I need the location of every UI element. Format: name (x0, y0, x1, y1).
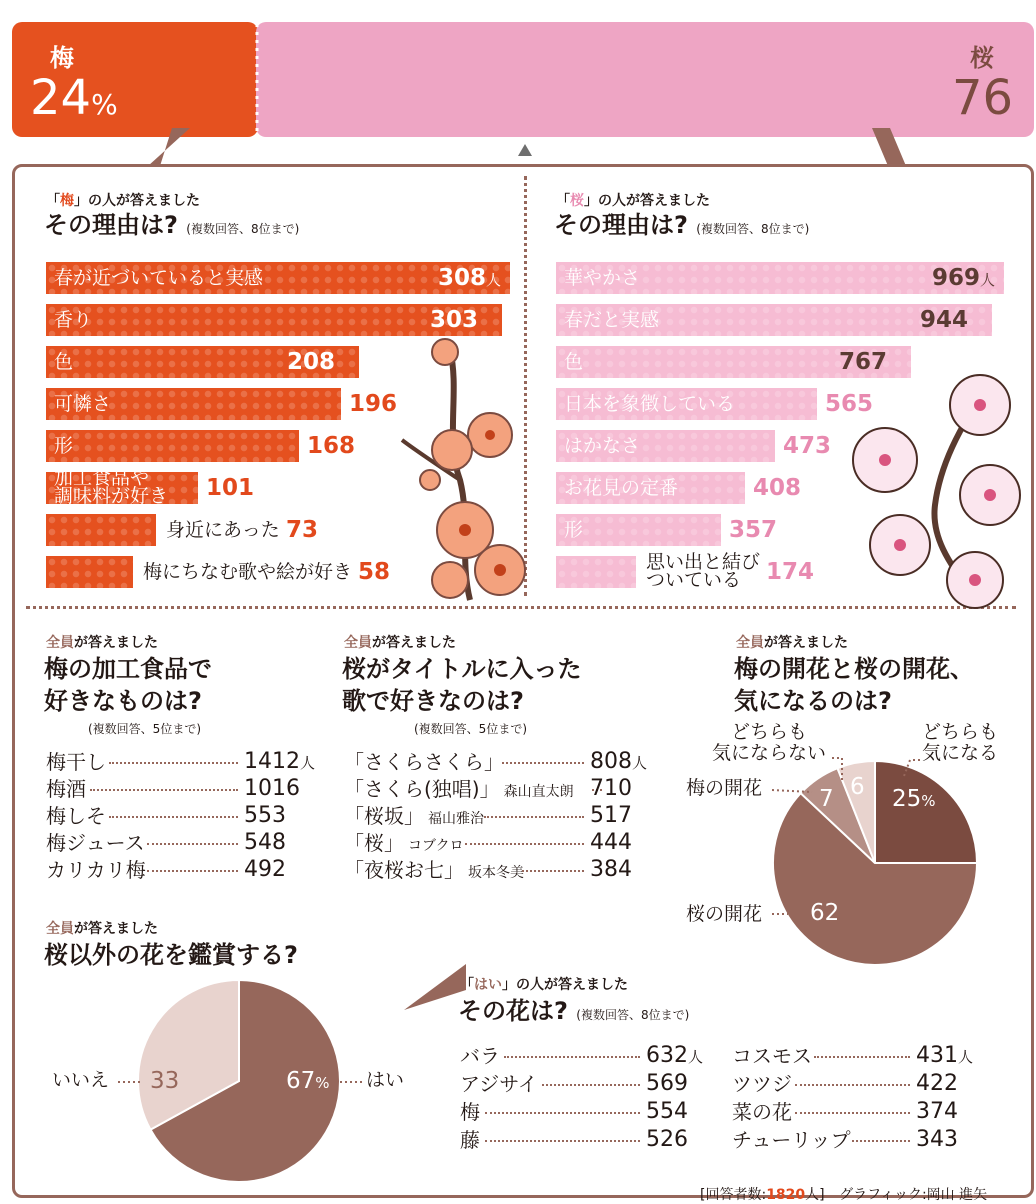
sakura-reason-bar-label: 思い出と結び (646, 551, 761, 573)
ume-food-row (46, 802, 324, 830)
sakura-songs-note: (複数回答、5位まで) (414, 722, 527, 736)
flower-left-row-value: 632人 (646, 1043, 704, 1068)
flower-left-row-label: 梅 (460, 1100, 480, 1124)
bloom-value-both-num: 25 (892, 786, 922, 812)
ume-reason-bar (46, 430, 299, 462)
sakura-song-row-artist: 森山直太朗 (503, 784, 574, 800)
which-flowers-title (458, 996, 689, 1030)
sakura-song-row-value: 384 (590, 857, 632, 882)
flower-right-row-unit: 人 (958, 1048, 974, 1066)
ume-reason-bar-value (438, 262, 501, 296)
ume-food-row-label: 梅ジュース (46, 831, 145, 855)
ume-food-row (46, 748, 324, 776)
ume-reason-bar-value (307, 430, 355, 462)
flower-left-row (460, 1070, 726, 1098)
sakura-songs-rest: が答えました (372, 635, 456, 651)
sakura-reason-bar-value (753, 472, 801, 504)
ume-reason-bar-label-2: 調味料が好き (54, 485, 169, 507)
flower-left-row-leader (485, 1112, 640, 1114)
sakura-reasons-key: 桜 (570, 193, 584, 209)
ume-blossom-illustration (390, 330, 530, 610)
bloom-label-neither-1: どちらも (731, 721, 808, 743)
ume-foods-key: 全員 (46, 635, 74, 651)
flower-right-row-value: 422 (916, 1071, 958, 1096)
overall-ume-value (30, 70, 118, 133)
bloom-title-1: 梅の開花と桜の開花、 (734, 655, 974, 683)
overall-bar-sakura (256, 22, 1034, 137)
ume-reasons-open: 「 (46, 193, 60, 209)
flower-right-row-leader (795, 1084, 910, 1086)
ume-reason-bar-label: 可憐さ (54, 393, 112, 415)
bloom-rest: が答えました (764, 635, 848, 651)
bloom-label-both-2: 気になる (922, 742, 999, 764)
sakura-reason-bar-value-number: 174 (766, 559, 815, 585)
ume-food-row-label: 梅しそ (46, 804, 106, 828)
ume-reasons-key: 梅 (60, 193, 74, 209)
other-flowers-value-yes (286, 1068, 330, 1096)
other-flowers-value-yes-pct: % (315, 1074, 330, 1092)
bloom-label-sakura: 桜の開花 (686, 903, 763, 925)
respondents-value: 1820 (766, 1187, 806, 1203)
ume-reasons-rest: 」の人が答えました (74, 193, 200, 209)
ume-food-row-unit: 人 (300, 754, 316, 772)
ume-food-row-leader (109, 762, 238, 764)
which-flowers-key: はい (474, 977, 502, 993)
ume-reason-bar-label: 香り (54, 309, 93, 331)
sakura-song-row-leader (522, 870, 584, 872)
sakura-reasons-note: (複数回答、8位まで) (696, 222, 810, 236)
sakura-song-row-artist: 福山雅治 (428, 811, 484, 827)
sakura-reason-bar-value-number: 969 (932, 265, 981, 291)
other-flowers-value-no: 33 (150, 1068, 180, 1094)
sakura-reason-bar (556, 556, 636, 588)
other-flowers-subtitle (46, 918, 158, 938)
bloom-value-both (892, 786, 936, 814)
ume-food-row (46, 775, 324, 803)
flower-left-row-leader (542, 1084, 640, 1086)
ume-food-row-leader (109, 816, 238, 818)
sakura-songs-subtitle (344, 632, 456, 652)
flower-right-row-label: コスモス (732, 1044, 812, 1068)
ume-reasons-subtitle (46, 190, 200, 210)
ume-reason-bar-value-number: 196 (349, 391, 398, 417)
bloom-value-both-pct: % (921, 792, 936, 810)
sakura-song-row-value: 517 (590, 803, 632, 828)
sakura-reason-bar-label: 華やかさ (564, 267, 641, 289)
bloom-label-both-1: どちらも (922, 721, 999, 743)
other-flowers-label-yes: はい (366, 1069, 405, 1091)
ume-reason-bar-label: 梅にちなむ歌や絵が好き (143, 561, 353, 583)
ume-foods-title-2: 好きなものは? (44, 687, 202, 715)
ume-foods-note: (複数回答、5位まで) (88, 722, 201, 736)
flower-right-row-value: 343 (916, 1127, 958, 1152)
overall-ratio-bar (0, 0, 1036, 170)
flower-right-row-label: ツツジ (732, 1072, 792, 1096)
flower-left-row-leader (504, 1056, 640, 1058)
sakura-song-row-unit: 人 (632, 754, 648, 772)
sakura-reasons-subtitle (556, 190, 710, 210)
center-pointer-icon (518, 144, 532, 156)
ume-reason-bar-label: 身近にあった (166, 519, 280, 541)
sakura-song-row-artist: 坂本冬美 (468, 865, 524, 881)
sakura-song-row-leader (502, 762, 584, 764)
flower-right-row (732, 1070, 996, 1098)
sakura-song-row-leader (484, 816, 584, 818)
ume-reasons-note: (複数回答、8位まで) (186, 222, 300, 236)
ume-reason-bar-value (206, 472, 254, 504)
sakura-reasons-title (554, 210, 809, 244)
ume-reason-bar-value-number: 303 (430, 307, 479, 333)
ume-food-row-value: 1412人 (244, 749, 316, 774)
sakura-song-row (344, 829, 670, 857)
bloom-label-neither-2: 気にならない (712, 742, 827, 764)
respondents-label: [回答者数: (700, 1187, 767, 1203)
sakura-song-row (344, 856, 670, 884)
sakura-reason-bar-label: 春だと実感 (564, 309, 660, 331)
bloom-value-sakura: 62 (810, 900, 840, 926)
ume-food-row-value: 553 (244, 803, 286, 828)
sakura-reason-bar-value-unit: 人 (980, 271, 996, 289)
ume-reason-bar-value-unit: 人 (486, 271, 502, 289)
ume-food-row-value: 492 (244, 857, 286, 882)
flower-right-row (732, 1042, 996, 1070)
flower-left-row-value: 569 (646, 1071, 688, 1096)
flower-right-row (732, 1098, 996, 1126)
ume-reason-bar-value-number: 58 (358, 559, 391, 585)
ume-food-row-label: 梅干し (46, 750, 106, 774)
sakura-reasons-title-text: その理由は? (554, 211, 688, 239)
sakura-reason-bar-value (783, 430, 831, 462)
bloom-value-neither: 6 (850, 774, 865, 800)
sakura-reason-bar-value-number: 944 (920, 307, 969, 333)
overall-sakura-value: 76 (952, 70, 1014, 126)
bloom-label-ume: 梅の開花 (686, 777, 763, 799)
bloom-title-2: 気になるのは? (734, 687, 892, 715)
ume-foods-subtitle (46, 632, 158, 652)
which-flowers-title-text: その花は? (458, 997, 568, 1025)
other-flowers-key: 全員 (46, 921, 74, 937)
bloom-key: 全員 (736, 635, 764, 651)
flower-right-row-label: チューリップ (732, 1128, 851, 1152)
ume-food-row-leader (147, 843, 238, 845)
flower-left-row-unit: 人 (688, 1048, 704, 1066)
ume-reason-bar-value-number: 308 (438, 265, 487, 291)
ume-food-row-leader (90, 789, 238, 791)
bloom-value-ume: 7 (819, 786, 834, 812)
sakura-songs-key: 全員 (344, 635, 372, 651)
sakura-reason-bar-value-number: 565 (825, 391, 874, 417)
which-flowers-rest: 」の人が答えました (502, 977, 628, 993)
sakura-reason-bar-value (932, 262, 995, 296)
sakura-song-row (344, 775, 670, 803)
sakura-reason-bar-label: 日本を象徴している (564, 393, 736, 415)
ume-reason-bar-label: 春が近づいていると実感 (54, 267, 264, 289)
flower-left-row-leader (485, 1140, 640, 1142)
which-flowers-note: (複数回答、8位まで) (576, 1008, 690, 1022)
flower-right-row-value: 374 (916, 1099, 958, 1124)
sakura-reason-bar-value-number: 767 (839, 349, 888, 375)
ume-foods-title-1: 梅の加工食品で (44, 655, 212, 683)
sakura-reason-bar-label: 形 (564, 519, 584, 541)
ume-reason-bar-value (287, 346, 335, 378)
sakura-song-row-artist: コブクロ (408, 838, 464, 854)
ume-foods-rest: が答えました (74, 635, 158, 651)
ume-food-row (46, 856, 324, 884)
ume-reason-bar-label: 加工食品や (54, 467, 150, 489)
other-flowers-rest: が答えました (74, 921, 158, 937)
ume-reason-bar (46, 556, 133, 588)
ume-reason-bar-value-number: 208 (287, 349, 336, 375)
sakura-song-row-label: 「桜」 コブクロ (344, 831, 464, 855)
ume-reason-bar-label: 色 (54, 351, 74, 373)
sakura-song-row-value: 808人 (590, 749, 648, 774)
ume-reasons-title-text: その理由は? (44, 211, 178, 239)
ume-reason-bar-value-number: 101 (206, 475, 255, 501)
ume-food-row-label: 梅酒 (46, 777, 86, 801)
ume-food-row-value: 1016 (244, 776, 300, 801)
sakura-song-row (344, 802, 670, 830)
sakura-song-row-value: 710 (590, 776, 632, 801)
flower-left-row-label: アジサイ (460, 1072, 538, 1096)
bloom-subtitle (736, 632, 848, 652)
flower-left-row (460, 1126, 726, 1154)
overall-ume-name: 梅 (50, 44, 74, 72)
sakura-songs-title-1: 桜がタイトルに入った (342, 655, 582, 683)
other-flowers-label-no: いいえ (52, 1069, 110, 1091)
ume-reason-bar-label: 形 (54, 435, 74, 457)
sakura-reason-bar-value (766, 556, 814, 588)
ume-reason-bar-value-number: 73 (286, 517, 319, 543)
sakura-song-row-value: 444 (590, 830, 632, 855)
sakura-song-row-label: 「夜桜お七」 坂本冬美 (344, 858, 524, 882)
sakura-songs-title-2: 歌で好きなのは? (342, 687, 524, 715)
flower-left-row-label: 藤 (460, 1128, 480, 1152)
respondents-unit: 人] (805, 1187, 825, 1203)
ume-reason-bar-value-number: 168 (307, 433, 356, 459)
bloom-leader-lines (680, 720, 1020, 930)
sakura-song-row-label: 「桜坂」 福山雅治 (344, 804, 484, 828)
sakura-reason-bar-value (729, 514, 777, 546)
flower-left-row (460, 1098, 726, 1126)
sakura-reason-bar-label: 色 (564, 351, 584, 373)
flower-left-row-value: 526 (646, 1127, 688, 1152)
overall-ume-number: 24 (30, 70, 92, 126)
flower-right-row (732, 1126, 996, 1154)
sakura-reason-bar-value-number: 408 (753, 475, 802, 501)
ume-food-row-leader (147, 870, 238, 872)
which-flowers-open: 「 (460, 977, 474, 993)
sakura-reason-bar-label: はかなさ (564, 435, 641, 457)
sakura-song-row-label: 「さくらさくら」 (344, 750, 504, 774)
sakura-song-row-leader (465, 843, 584, 845)
sakura-reasons-open: 「 (556, 193, 570, 209)
flower-right-row-leader (814, 1056, 910, 1058)
flower-left-row (460, 1042, 726, 1070)
sakura-reason-bar-label-2: ついている (646, 569, 742, 591)
other-flowers-value-yes-num: 67 (286, 1068, 316, 1094)
flower-left-row-label: バラ (460, 1044, 500, 1068)
flower-left-row-value: 554 (646, 1099, 688, 1124)
ume-food-row (46, 829, 324, 857)
which-flowers-subtitle (460, 974, 628, 994)
other-flowers-title: 桜以外の花を鑑賞する? (44, 941, 298, 969)
footer (700, 1184, 987, 1204)
sakura-reason-bar-value-number: 473 (783, 433, 832, 459)
sakura-reasons-rest: 」の人が答えました (584, 193, 710, 209)
ume-reason-bar (46, 514, 156, 546)
ume-food-row-value: 548 (244, 830, 286, 855)
flower-right-row-leader (795, 1112, 910, 1114)
flower-right-row-value: 431人 (916, 1043, 974, 1068)
sakura-blossom-illustration (840, 365, 1028, 615)
ume-reason-bar-value (358, 556, 390, 588)
sakura-reason-bar-value (920, 304, 968, 336)
ume-reasons-title (44, 210, 299, 244)
graphic-credit: グラフィック:岡山 進矢 (839, 1187, 988, 1203)
flower-right-row-leader (852, 1140, 910, 1142)
sakura-reason-bar-value-number: 357 (729, 517, 778, 543)
sakura-song-row-label: 「さくら(独唱)」 森山直太朗 (344, 777, 574, 801)
ume-reason-bar-value (286, 514, 318, 546)
overall-ume-pct: % (91, 88, 118, 121)
sakura-reason-bar-label: お花見の定番 (564, 477, 679, 499)
sakura-song-row (344, 748, 670, 776)
overall-sakura-name: 桜 (970, 44, 994, 72)
flower-right-row-label: 菜の花 (732, 1100, 792, 1124)
ume-food-row-label: カリカリ梅 (46, 858, 146, 882)
